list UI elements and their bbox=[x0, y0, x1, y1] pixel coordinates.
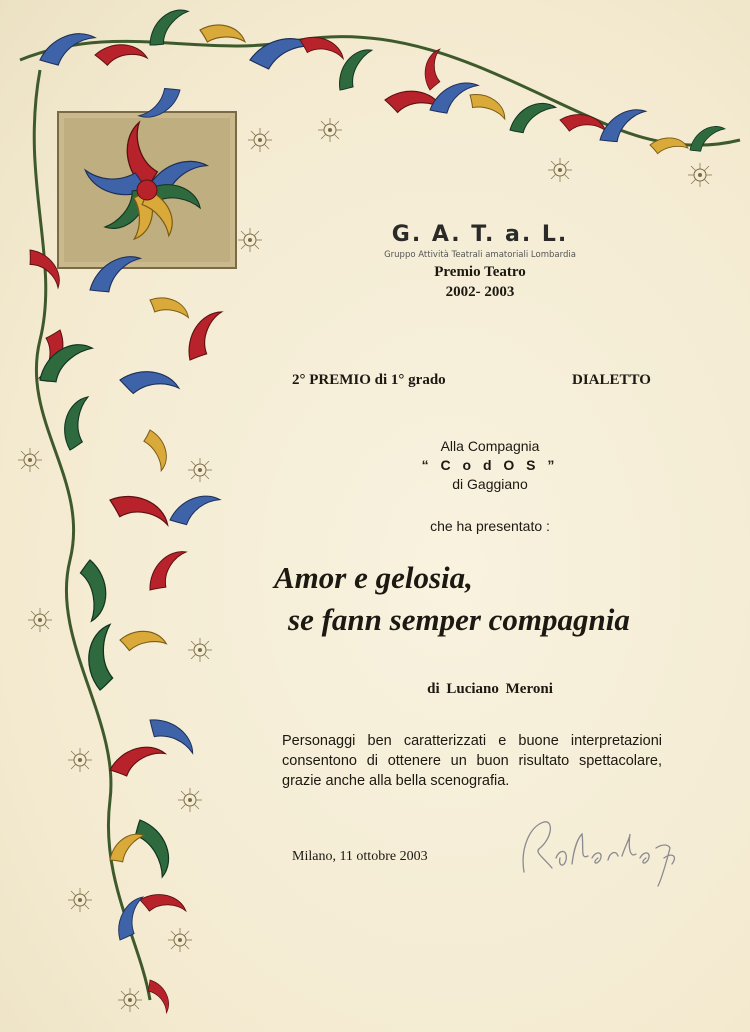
award-motivation: Personaggi ben caratterizzati e buone interpretazioni consentono di ottenere un buon risultato spettacolare, grazie anche alla bella scenografia. bbox=[282, 733, 662, 789]
play-author: di Luciano Meroni bbox=[427, 681, 553, 697]
recipient-intro: Alla Compagnia bbox=[440, 438, 540, 454]
handwritten-signature bbox=[512, 808, 682, 888]
prize-name: Premio Teatro bbox=[434, 264, 526, 280]
company-name: “ C o d O S ” bbox=[421, 457, 559, 473]
award-category: DIALETTO bbox=[572, 372, 651, 388]
date-line: Milano, 11 ottobre 2003 bbox=[292, 849, 428, 864]
award-rank: 2° PREMIO di 1° grado bbox=[292, 372, 446, 388]
play-title-line-2: se fann semper compagnia bbox=[288, 602, 630, 637]
organization-acronym: G. A. T. a. L. bbox=[391, 222, 569, 247]
play-title-line-1: Amor e gelosia, bbox=[274, 560, 473, 595]
prize-year: 2002- 2003 bbox=[445, 284, 515, 300]
company-place: di Gaggiano bbox=[452, 476, 528, 492]
presented-label: che ha presentato : bbox=[430, 518, 550, 534]
organization-full-name: Gruppo Attività Teatrali amatoriali Lombardia bbox=[384, 250, 576, 260]
